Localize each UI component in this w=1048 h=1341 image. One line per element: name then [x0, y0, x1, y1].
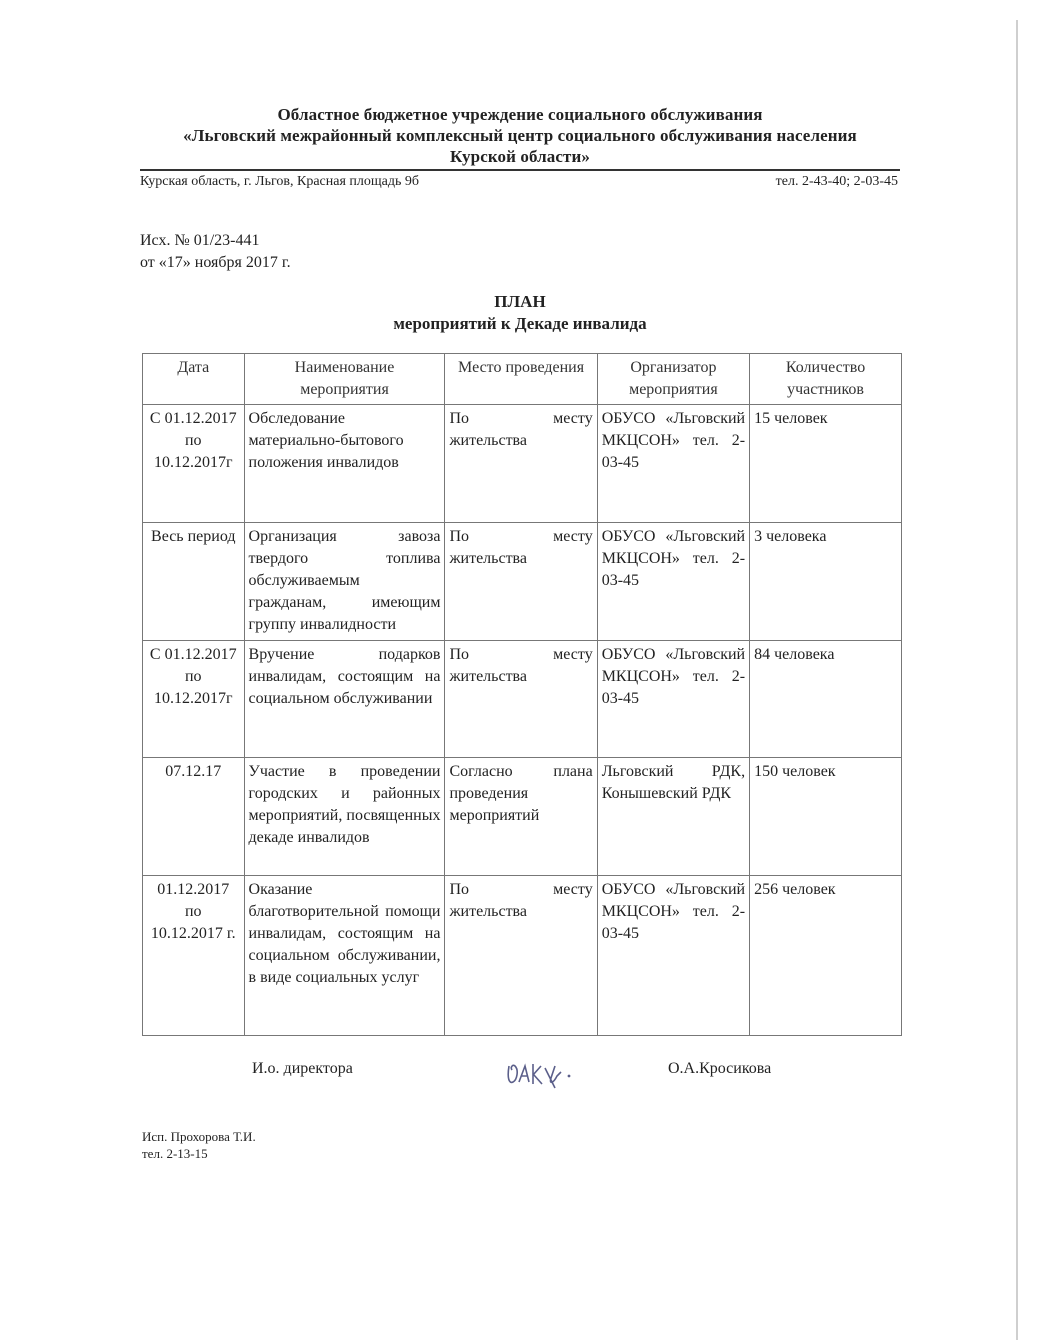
cell-count: 15 человек — [750, 405, 902, 523]
signatory-name: О.А.Кросикова — [668, 1060, 772, 1077]
org-line-3: Курской области» — [450, 147, 590, 166]
header-organizer: Организатор мероприятия — [597, 354, 749, 405]
org-address: Курская область, г. Льгов, Красная площадь 9б — [140, 174, 419, 189]
page-edge-line — [1016, 20, 1018, 1340]
cell-date: Весь период — [143, 523, 245, 641]
table-header-row — [143, 354, 902, 405]
executor-info — [142, 1128, 256, 1162]
cell-place: По месту жительства — [445, 876, 597, 1036]
title-main: ПЛАН — [494, 292, 546, 311]
signatory-position: И.о. директора — [252, 1060, 353, 1077]
cell-place: Согласно плана проведения мероприятий — [445, 758, 597, 876]
cell-date: 07.12.17 — [143, 758, 245, 876]
cell-place: По месту жительства — [445, 641, 597, 758]
title-sub: мероприятий к Декаде инвалида — [393, 314, 647, 333]
reference-number: Исх. № 01/23-441 — [140, 232, 260, 249]
cell-place: По месту жительства — [445, 523, 597, 641]
cell-place: По месту жительства — [445, 405, 597, 523]
cell-name: Оказание благотворительной помощи инвалидам, состоящим на социальном обслуживании, в виде социальных услуг — [244, 876, 445, 1036]
header-date: Дата — [143, 354, 245, 405]
table-row — [143, 758, 902, 876]
organization-header — [140, 104, 900, 167]
cell-count: 3 человека — [750, 523, 902, 641]
cell-count: 256 человек — [750, 876, 902, 1036]
outgoing-reference — [140, 230, 291, 274]
cell-organizer: ОБУСО «Льговский МКЦСОН» тел. 2-03-45 — [597, 641, 749, 758]
cell-organizer: ОБУСО «Льговский МКЦСОН» тел. 2-03-45 — [597, 405, 749, 523]
header-place: Место проведения — [445, 354, 597, 405]
table-row — [143, 405, 902, 523]
cell-date: С 01.12.2017 по 10.12.2017г — [143, 405, 245, 523]
document-title — [140, 291, 900, 335]
org-line-1: Областное бюджетное учреждение социального обслуживания — [277, 105, 763, 124]
cell-organizer: ОБУСО «Льговский МКЦСОН» тел. 2-03-45 — [597, 523, 749, 641]
cell-count: 150 человек — [750, 758, 902, 876]
header-count: Количество участников — [750, 354, 902, 405]
cell-name: Участие в проведении городских и районных мероприятий, посвященных декаде инвалидов — [244, 758, 445, 876]
events-table — [142, 353, 902, 1036]
cell-count: 84 человека — [750, 641, 902, 758]
cell-name: Организация завоза твердого топлива обслуживаемым гражданам, имеющим группу инвалидности — [244, 523, 445, 641]
header-name: Наименование мероприятия — [244, 354, 445, 405]
executor-phone: тел. 2-13-15 — [142, 1146, 208, 1161]
cell-date: С 01.12.2017 по 10.12.2017г — [143, 641, 245, 758]
executor-name: Исп. Прохорова Т.И. — [142, 1129, 256, 1144]
header-rule — [140, 169, 900, 171]
handwritten-signature — [505, 1058, 585, 1094]
table-row — [143, 523, 902, 641]
table-row — [143, 641, 902, 758]
org-line-2: «Льговский межрайонный комплексный центр социального обслуживания населения — [183, 126, 857, 145]
table-row — [143, 876, 902, 1036]
org-phone: тел. 2-43-40; 2-03-45 — [775, 174, 898, 189]
cell-name: Обследование материально-бытового положения инвалидов — [244, 405, 445, 523]
reference-date: от «17» ноября 2017 г. — [140, 254, 291, 271]
cell-organizer: ОБУСО «Льговский МКЦСОН» тел. 2-03-45 — [597, 876, 749, 1036]
cell-organizer: Льговский РДК, Конышевский РДК — [597, 758, 749, 876]
cell-date: 01.12.2017 по 10.12.2017 г. — [143, 876, 245, 1036]
cell-name: Вручение подарков инвалидам, состоящим на социальном обслуживании — [244, 641, 445, 758]
